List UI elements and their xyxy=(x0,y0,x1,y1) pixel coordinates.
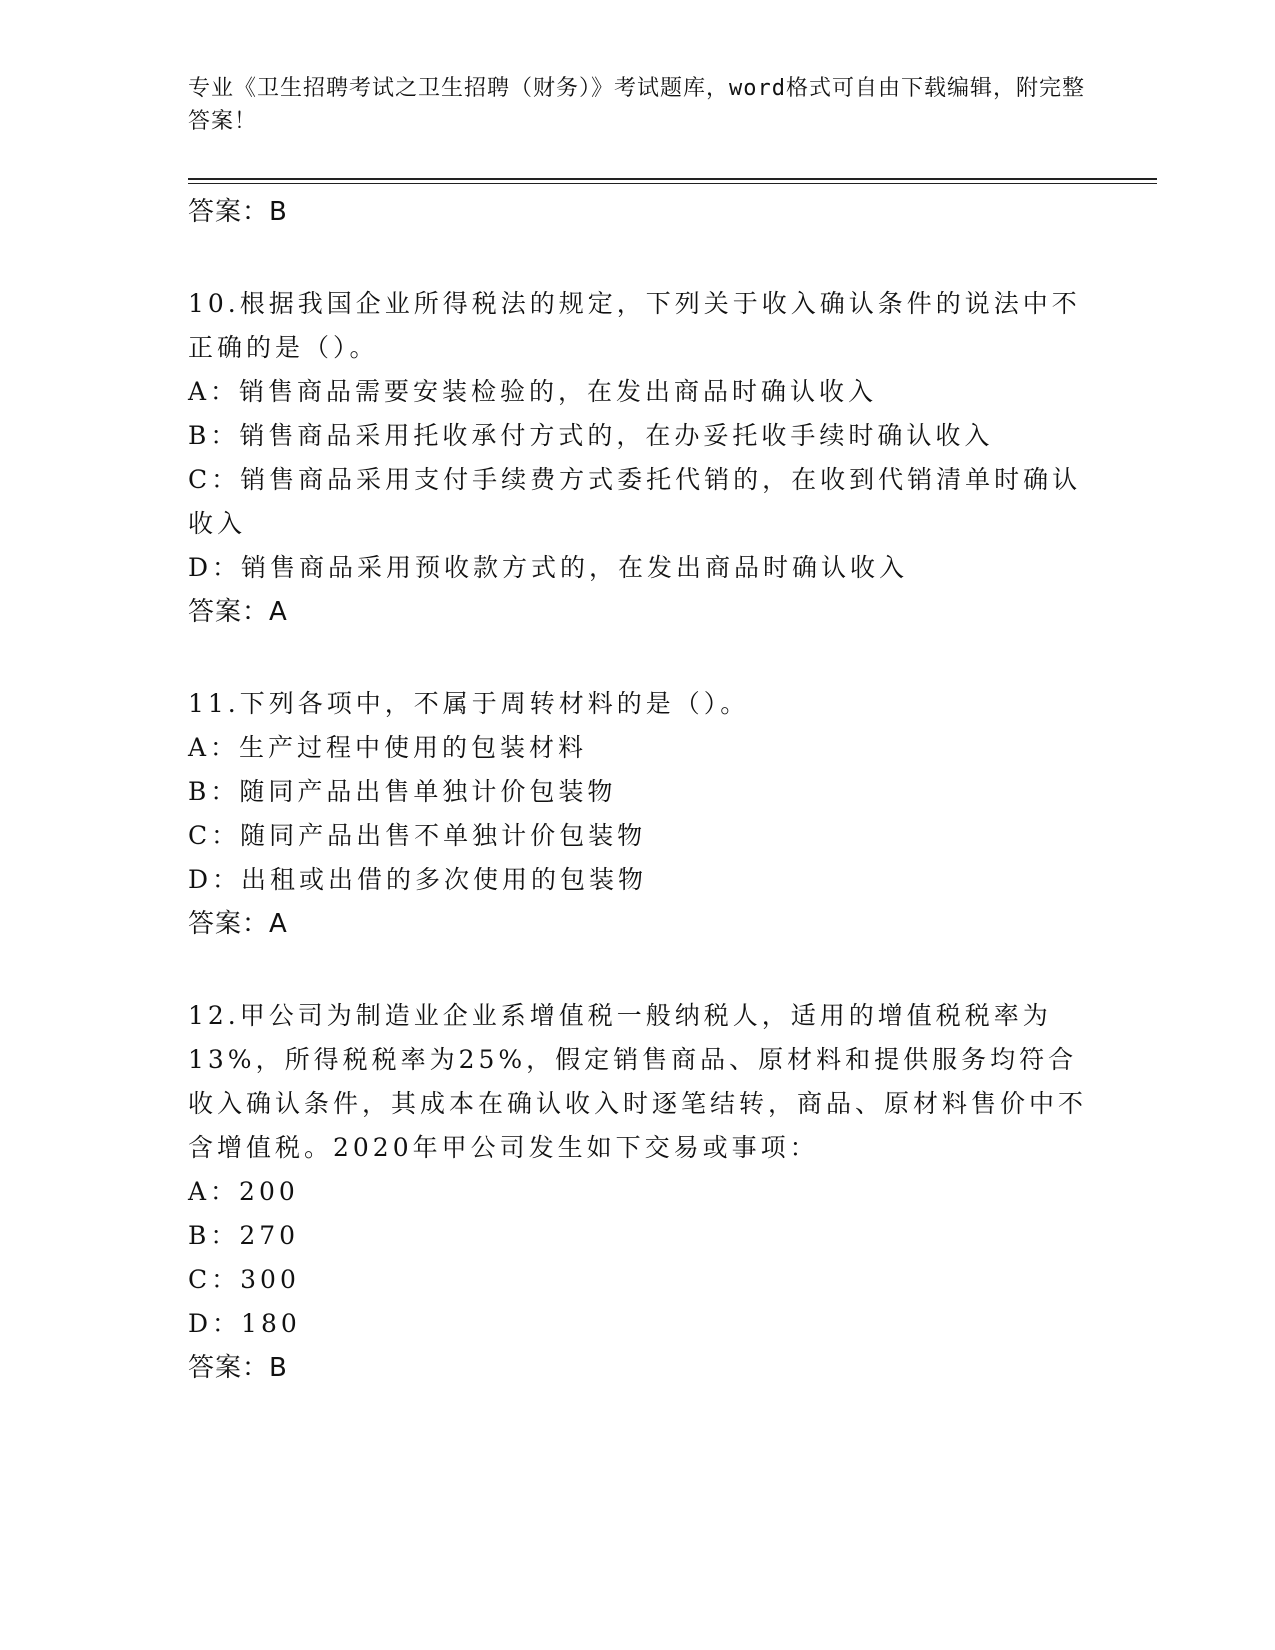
question-content xyxy=(188,190,1088,1390)
option-d: D：销售商品采用预收款方式的，在发出商品时确认收入 xyxy=(188,553,909,582)
answer: 答案：A xyxy=(188,597,288,627)
option-b: B：随同产品出售单独计价包装物 xyxy=(188,777,617,806)
option-a: A：销售商品需要安装检验的，在发出商品时确认收入 xyxy=(188,377,878,406)
document-header: 专业《卫生招聘考试之卫生招聘（财务）》考试题库，word格式可自由下载编辑，附完整答案！ xyxy=(188,76,1085,134)
question-stem: 11.下列各项中，不属于周转材料的是（）。 xyxy=(188,689,750,718)
option-d: D：出租或出借的多次使用的包装物 xyxy=(188,865,648,894)
option-b: B：销售商品采用托收承付方式的，在办妥托收手续时确认收入 xyxy=(188,421,994,450)
spacer xyxy=(188,946,1088,994)
question-stem: 10.根据我国企业所得税法的规定，下列关于收入确认条件的说法中不正确的是（）。 xyxy=(188,289,1081,362)
question-stem: 12.甲公司为制造业企业系增值税一般纳税人，适用的增值税税率为13%，所得税税率为25%，假定销售商品、原材料和提供服务均符合收入确认条件，其成本在确认收入时逐笔结转，商品、原材料售价中不含增值税。2020年甲公司发生如下交易或事项： xyxy=(188,1001,1088,1162)
answer: 答案：B xyxy=(188,1353,288,1383)
option-c: C：销售商品采用支付手续费方式委托代销的，在收到代销清单时确认收入 xyxy=(188,465,1082,538)
option-b: B：270 xyxy=(188,1221,300,1250)
question-11 xyxy=(188,682,1088,946)
option-c: C：300 xyxy=(188,1265,300,1294)
header-rule-thin xyxy=(188,183,1157,184)
question-12 xyxy=(188,994,1088,1390)
option-c: C：随同产品出售不单独计价包装物 xyxy=(188,821,647,850)
answer: 答案：A xyxy=(188,909,288,939)
spacer xyxy=(188,234,1088,282)
answer-previous: 答案：B xyxy=(188,197,288,227)
option-a: A：生产过程中使用的包装材料 xyxy=(188,733,588,762)
option-d: D：180 xyxy=(188,1309,301,1338)
spacer xyxy=(188,634,1088,682)
header-rule-thick xyxy=(188,178,1157,180)
option-a: A：200 xyxy=(188,1177,299,1206)
question-10 xyxy=(188,282,1088,634)
